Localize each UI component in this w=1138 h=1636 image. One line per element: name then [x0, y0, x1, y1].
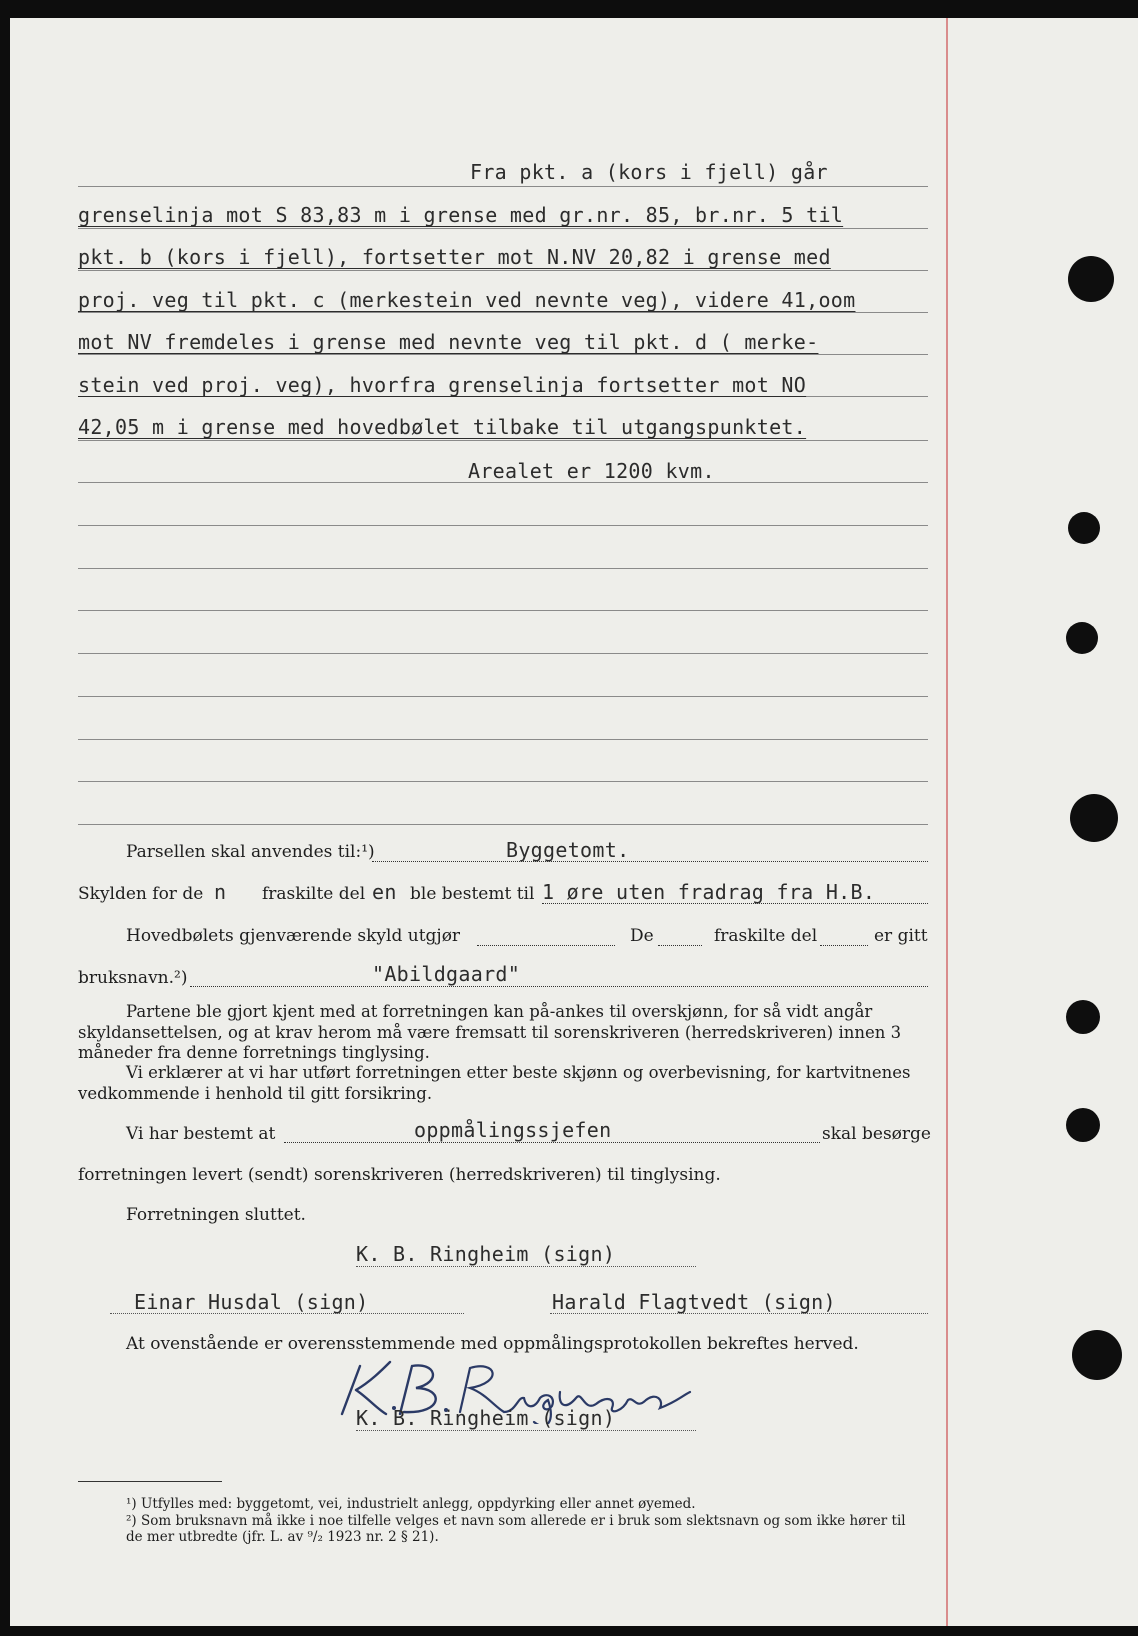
- punch-hole: [1066, 622, 1098, 654]
- signature-line: [550, 1312, 928, 1314]
- skylden-value: 1 øre uten fradrag fra H.B.: [542, 880, 876, 904]
- witness-right-signature: Harald Flagtvedt (sign): [552, 1290, 836, 1314]
- ruled-line: [78, 228, 928, 229]
- punch-hole: [1072, 1330, 1122, 1380]
- skylden-fill-1: n: [214, 880, 227, 904]
- signature-line: [356, 1429, 696, 1431]
- typed-line-7: 42,05 m i grense med hovedbølet tilbake til utgangspunktet.: [78, 415, 807, 439]
- appeal-paragraph: Partene ble gjort kjent med at forretningen kan på-ankes til overskjønn, for så vidt angår skyldansettelsen, og at krav herom må være fremsatt til sorenskriveren (herredskriveren) innen 3 måneder fra denne forretnings tinglysing.: [78, 1002, 902, 1062]
- punch-hole: [1070, 794, 1118, 842]
- ruled-line: [78, 610, 928, 611]
- de-label: De: [630, 926, 654, 946]
- certification-line: At ovenstående er overensstemmende med oppmålingsprotokollen bekreftes herved.: [126, 1334, 859, 1354]
- skylden-label-3: ble bestemt til: [410, 884, 535, 904]
- bestemt-label: Vi har bestemt at: [126, 1124, 276, 1144]
- de-fill-line: [658, 944, 702, 946]
- ruled-line: [78, 653, 928, 654]
- skylden-fill-line: [542, 902, 928, 904]
- bestemt-value: oppmålingssjefen: [414, 1118, 612, 1142]
- final-signature: K. B. Ringheim (sign): [356, 1406, 616, 1430]
- fraskilte-label: fraskilte del: [714, 926, 818, 946]
- footnote-1: ¹) Utfylles med: byggetomt, vei, industrielt anlegg, oppdyrking eller annet øyemed.: [126, 1496, 696, 1512]
- bruksnavn-label: bruksnavn.²): [78, 968, 188, 988]
- signature-line: [356, 1265, 696, 1267]
- ruled-line: [78, 696, 928, 697]
- witness-left-signature: Einar Husdal (sign): [134, 1290, 369, 1314]
- besorge-label: skal besørge: [822, 1124, 931, 1144]
- ruled-line: [78, 568, 928, 569]
- gitt-label: er gitt: [874, 926, 928, 946]
- typed-line-1: Fra pkt. a (kors i fjell) går: [470, 160, 828, 184]
- fraskilte-fill-line: [820, 944, 868, 946]
- ruled-line: [78, 781, 928, 782]
- footnote-rule: [78, 1481, 222, 1482]
- ruled-line: [78, 270, 928, 271]
- ruled-line: [78, 354, 928, 355]
- margin-line: [946, 18, 948, 1626]
- parsellen-value: Byggetomt.: [506, 838, 630, 862]
- skylden-fill-2: en: [372, 880, 397, 904]
- levert-line: forretningen levert (sendt) sorenskriveren (herredskriveren) til tinglysing.: [78, 1165, 721, 1185]
- chief-signature: K. B. Ringheim (sign): [356, 1242, 616, 1266]
- typed-line-5: mot NV fremdeles i grense med nevnte veg til pkt. d ( merke-: [78, 330, 819, 354]
- hovedbolet-label: Hovedbølets gjenværende skyld utgjør: [126, 926, 461, 946]
- typed-line-4: proj. veg til pkt. c (merkestein ved nevnte veg), videre 41,oom: [78, 288, 856, 312]
- ruled-line: [78, 186, 928, 187]
- ruled-line: [78, 312, 928, 313]
- signature-line: [110, 1312, 464, 1314]
- skylden-label-2: fraskilte del: [262, 884, 366, 904]
- typed-line-2: grenselinja mot S 83,83 m i grense med gr.nr. 85, br.nr. 5 til: [78, 203, 844, 227]
- punch-hole: [1068, 512, 1100, 544]
- typed-line-6: stein ved proj. veg), hvorfra grenselinja fortsetter mot NO: [78, 373, 807, 397]
- ruled-line: [78, 440, 928, 441]
- bruksnavn-fill-line: [190, 985, 928, 987]
- parsellen-label: Parsellen skal anvendes til:¹): [126, 842, 375, 862]
- punch-hole: [1068, 256, 1114, 302]
- punch-hole: [1066, 1000, 1100, 1034]
- ruled-line: [78, 824, 928, 825]
- area-statement: Arealet er 1200 kvm.: [468, 459, 715, 483]
- parsellen-fill-line: [372, 860, 928, 862]
- bruksnavn-value: "Abildgaard": [372, 962, 521, 986]
- footnote-2: ²) Som bruksnavn må ikke i noe tilfelle velges et navn som allerede er i bruk som slektsnavn og som ikke hører til de mer utbredte (jfr. L. av ⁹/₂ 1923 nr. 2 § 21).: [126, 1513, 906, 1545]
- hovedbolet-fill-line: [477, 944, 615, 946]
- sluttet-line: Forretningen sluttet.: [126, 1205, 306, 1225]
- declaration-paragraph: Vi erklærer at vi har utført forretningen etter beste skjønn og overbevisning, for kartvitnenes vedkommende i henhold til gitt forsikring.: [78, 1063, 911, 1103]
- skylden-label-1: Skylden for de: [78, 884, 204, 904]
- ruled-line: [78, 525, 928, 526]
- ruled-line: [78, 739, 928, 740]
- typed-line-3: pkt. b (kors i fjell), fortsetter mot N.NV 20,82 i grense med: [78, 245, 831, 269]
- punch-hole: [1066, 1108, 1100, 1142]
